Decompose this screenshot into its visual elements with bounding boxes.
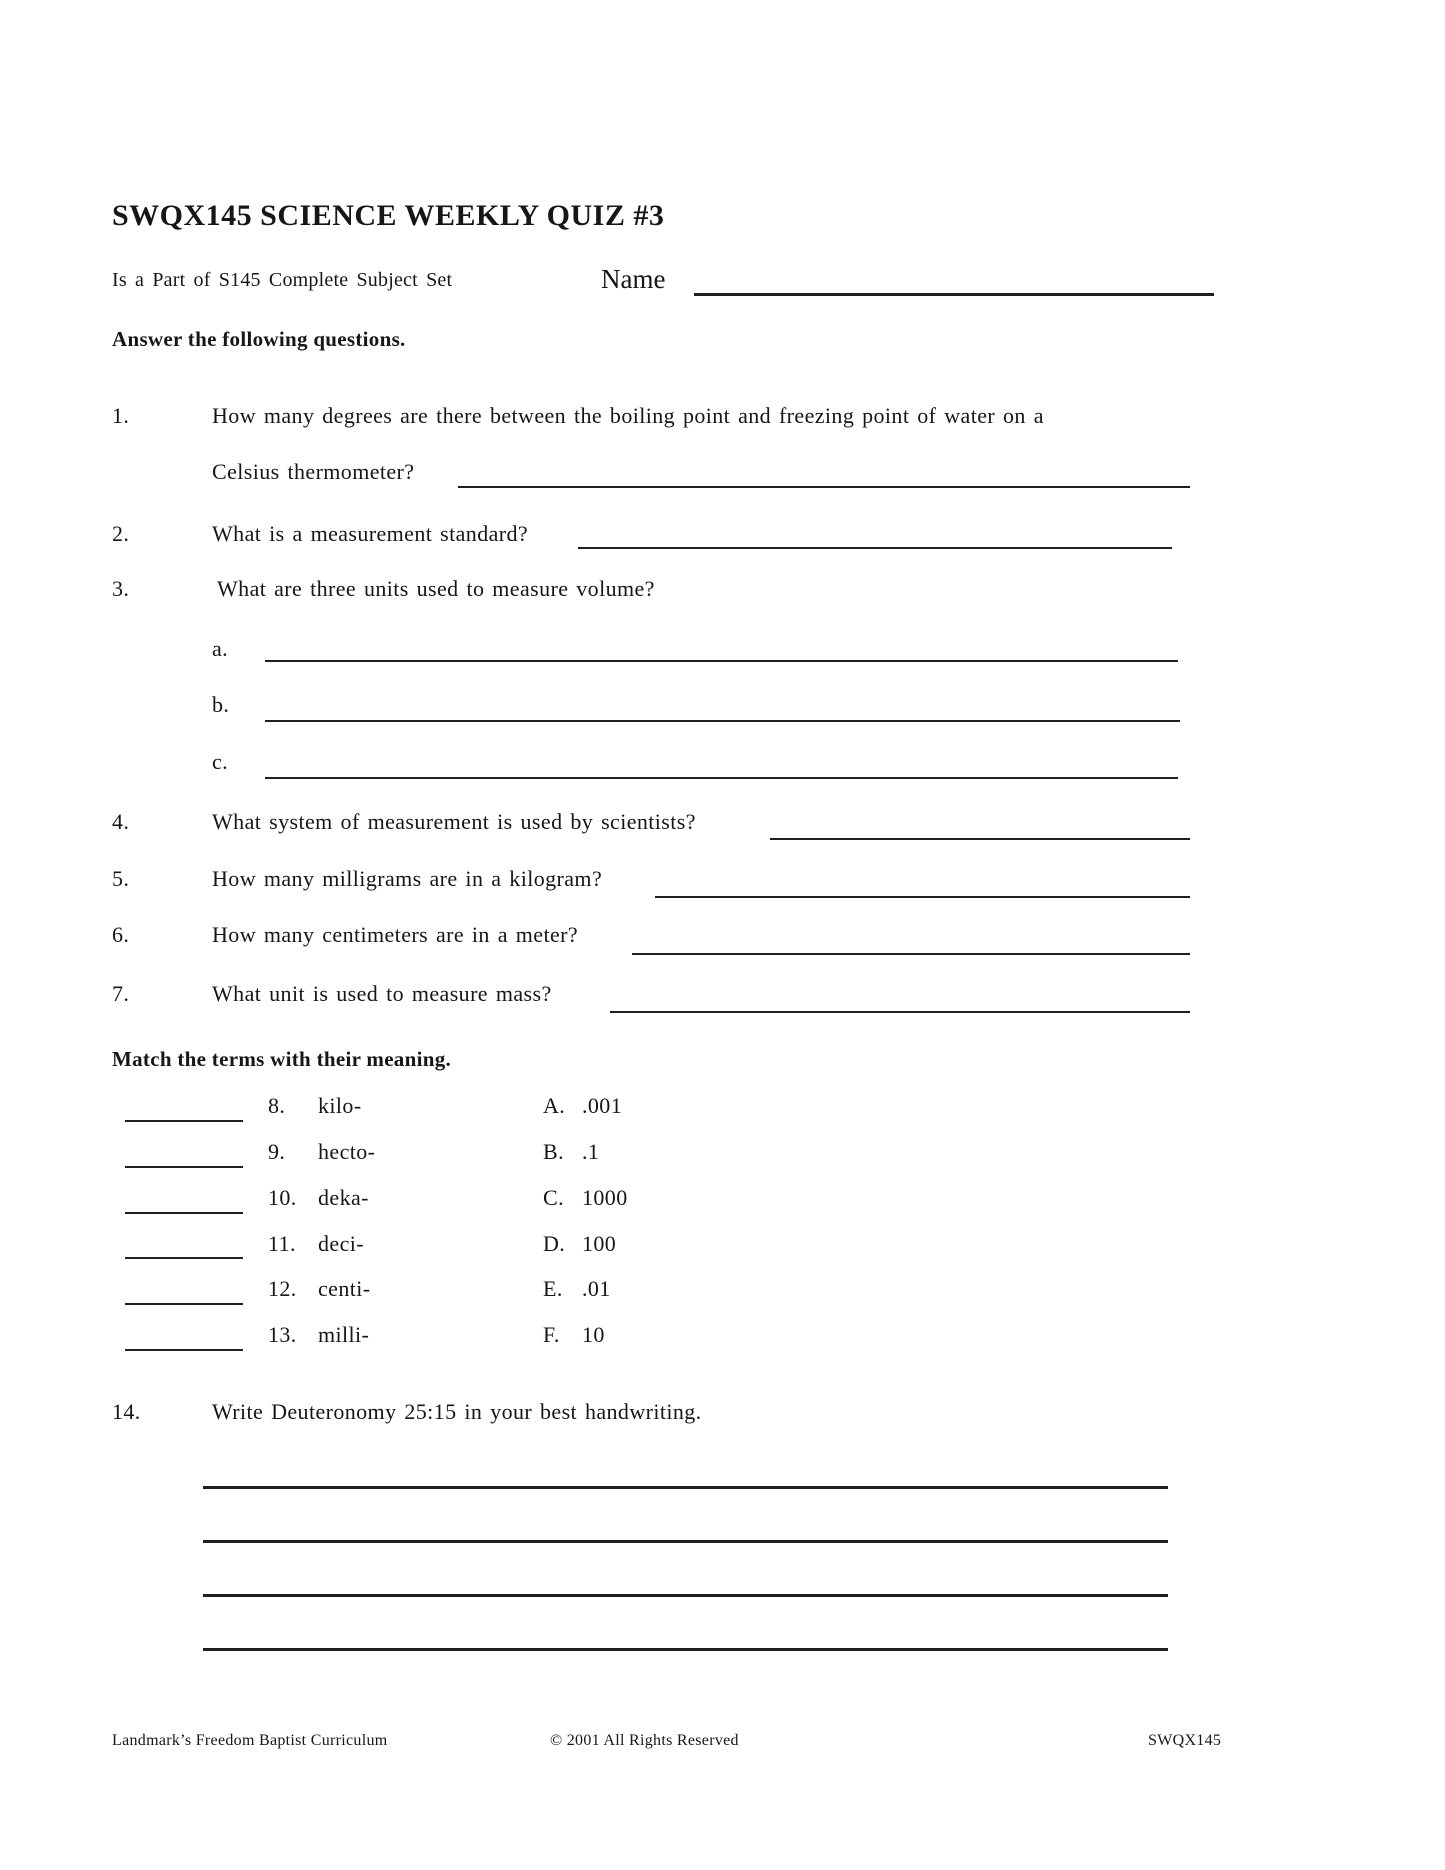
q3a-label: a. — [212, 636, 229, 661]
match-option-letter-f: F. — [543, 1322, 560, 1347]
match-blank-line-12 — [125, 1303, 243, 1305]
name-label: Name — [601, 264, 666, 294]
q3-number: 3. — [112, 576, 130, 601]
match-number-8: 8. — [268, 1093, 286, 1118]
match-option-letter-c: C. — [543, 1185, 564, 1210]
match-term-11: deci- — [318, 1231, 364, 1256]
writing-line-4 — [203, 1648, 1168, 1651]
footer-left: Landmark’s Freedom Baptist Curriculum — [112, 1732, 388, 1749]
footer-center: © 2001 All Rights Reserved — [550, 1732, 739, 1749]
match-term-9: hecto- — [318, 1139, 376, 1164]
match-option-value-a: .001 — [582, 1093, 623, 1118]
q6-number: 6. — [112, 922, 130, 947]
q3b-label: b. — [212, 692, 230, 717]
q1-number: 1. — [112, 403, 130, 428]
q3c-answer-line — [265, 777, 1178, 779]
q5-text: How many milligrams are in a kilogram? — [212, 866, 603, 891]
page-title: SWQX145 SCIENCE WEEKLY QUIZ #3 — [112, 199, 665, 232]
match-option-value-b: .1 — [582, 1139, 600, 1164]
q2-number: 2. — [112, 521, 130, 546]
q4-text: What system of measurement is used by scientists? — [212, 809, 696, 834]
writing-line-2 — [203, 1540, 1168, 1543]
q7-text: What unit is used to measure mass? — [212, 981, 552, 1006]
q7-answer-line — [610, 1011, 1190, 1013]
match-number-12: 12. — [268, 1276, 297, 1301]
match-option-letter-b: B. — [543, 1139, 564, 1164]
q7-number: 7. — [112, 981, 130, 1006]
name-blank-line — [694, 293, 1214, 296]
match-option-letter-a: A. — [543, 1093, 566, 1118]
q2-answer-line — [578, 547, 1172, 549]
match-term-8: kilo- — [318, 1093, 362, 1118]
q3-text: What are three units used to measure volume? — [217, 576, 655, 601]
match-blank-line-9 — [125, 1166, 243, 1168]
q3b-answer-line — [265, 720, 1180, 722]
q1-text-line1: How many degrees are there between the boiling point and freezing point of water on a — [212, 403, 1044, 428]
match-blank-line-8 — [125, 1120, 243, 1122]
q4-answer-line — [770, 838, 1190, 840]
q1-text-line2: Celsius thermometer? — [212, 459, 415, 484]
q5-answer-line — [655, 896, 1190, 898]
match-number-11: 11. — [268, 1231, 296, 1256]
match-number-13: 13. — [268, 1322, 297, 1347]
writing-line-1 — [203, 1486, 1168, 1489]
q5-number: 5. — [112, 866, 130, 891]
q6-text: How many centimeters are in a meter? — [212, 922, 579, 947]
answer-section-header: Answer the following questions. — [112, 327, 406, 351]
match-blank-line-13 — [125, 1349, 243, 1351]
q3a-answer-line — [265, 660, 1178, 662]
match-number-10: 10. — [268, 1185, 297, 1210]
match-blank-line-10 — [125, 1212, 243, 1214]
match-number-9: 9. — [268, 1139, 286, 1164]
q4-number: 4. — [112, 809, 130, 834]
q6-answer-line — [632, 953, 1190, 955]
match-option-value-c: 1000 — [582, 1185, 628, 1210]
match-term-10: deka- — [318, 1185, 369, 1210]
q3c-label: c. — [212, 749, 229, 774]
match-option-letter-d: D. — [543, 1231, 566, 1256]
match-section-header: Match the terms with their meaning. — [112, 1047, 452, 1071]
q1-answer-line — [458, 486, 1190, 488]
match-blank-line-11 — [125, 1257, 243, 1259]
q14-number: 14. — [112, 1399, 141, 1424]
subtitle-text: Is a Part of S145 Complete Subject Set — [112, 269, 453, 291]
match-option-value-f: 10 — [582, 1322, 605, 1347]
match-option-letter-e: E. — [543, 1276, 563, 1301]
match-option-value-e: .01 — [582, 1276, 611, 1301]
footer-right: SWQX145 — [1148, 1732, 1222, 1749]
writing-line-3 — [203, 1594, 1168, 1597]
match-term-13: milli- — [318, 1322, 370, 1347]
q14-text: Write Deuteronomy 25:15 in your best handwriting. — [212, 1399, 702, 1424]
q2-text: What is a measurement standard? — [212, 521, 529, 546]
match-option-value-d: 100 — [582, 1231, 617, 1256]
match-term-12: centi- — [318, 1276, 371, 1301]
